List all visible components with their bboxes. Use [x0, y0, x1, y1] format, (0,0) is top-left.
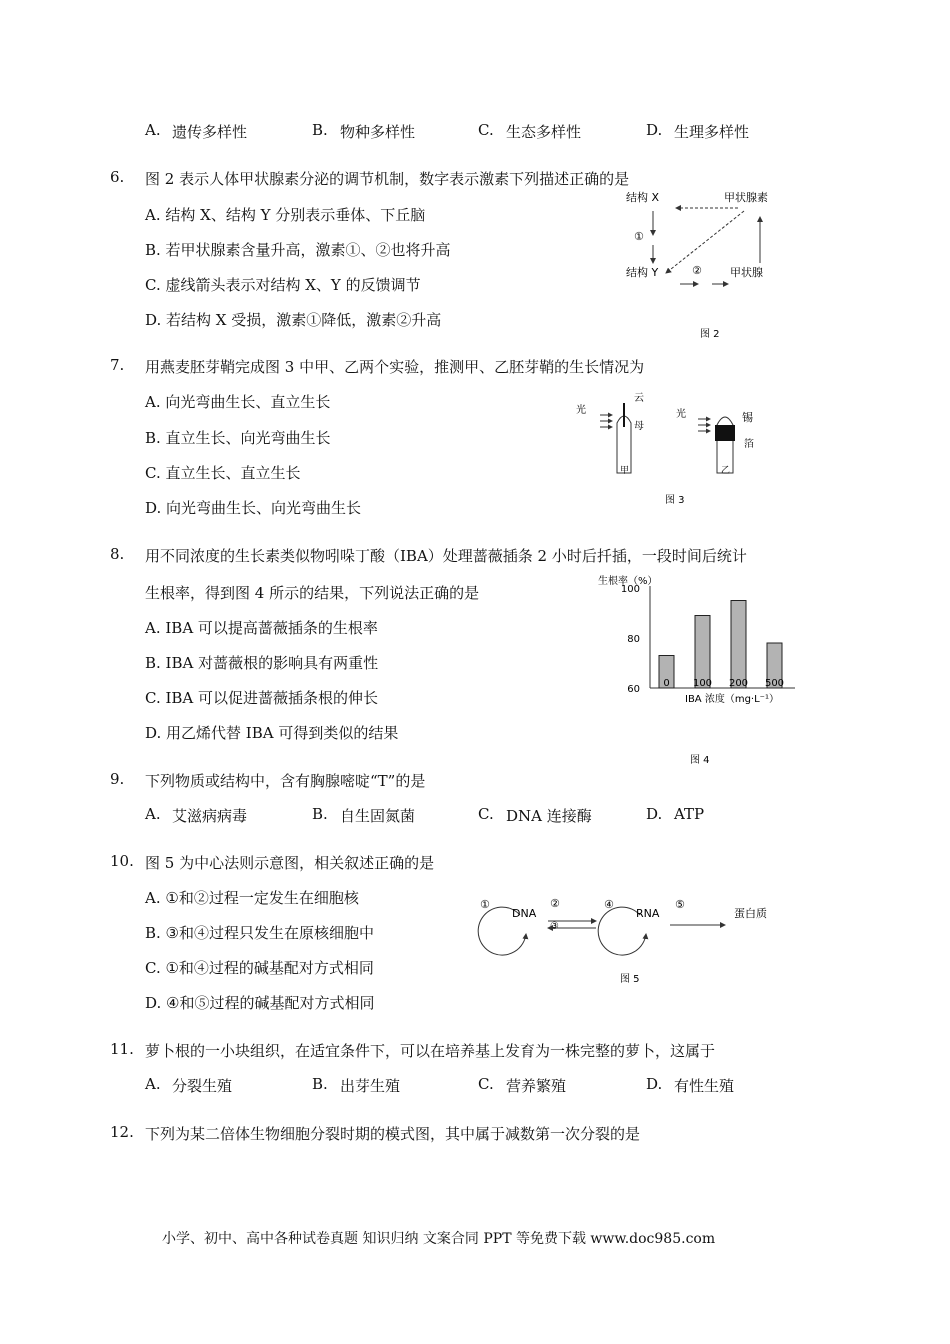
- q7-number: 7.: [110, 356, 125, 374]
- fig3-light-1: 光: [576, 405, 586, 416]
- q6-option-d: D. 若结构 X 受损，激素①降低，激素②升高: [145, 311, 442, 329]
- q9-option-b-letter: B.: [312, 805, 328, 823]
- fig3-caption: 图 3: [665, 495, 685, 506]
- fig2-structure-x: 结构 X: [626, 191, 660, 204]
- q9-option-d: ATP: [674, 805, 705, 823]
- chart-ytick-label: 80: [627, 634, 640, 645]
- fig3-tin-foil-cap: [715, 425, 735, 441]
- q6-stem: 图 2 表示人体甲状腺素分泌的调节机制，数字表示激素下列描述正确的是: [145, 170, 630, 188]
- q6-option-b: B. 若甲状腺素含量升高，激素①、②也将升高: [145, 241, 451, 259]
- q9-option-c-letter: C.: [478, 805, 494, 823]
- chart-xlabel: IBA 浓度（mg·L⁻¹）: [685, 694, 779, 705]
- q10-stem: 图 5 为中心法则示意图，相关叙述正确的是: [145, 854, 435, 872]
- q8-number: 8.: [110, 545, 125, 563]
- fig2-feedback-arrow-y: [666, 211, 744, 273]
- q10-option-a: A. ①和②过程一定发生在细胞核: [145, 889, 359, 907]
- q5-option-a: 遗传多样性: [172, 123, 248, 141]
- q11-number: 11.: [110, 1040, 134, 1058]
- q5-option-c-letter: C.: [478, 121, 494, 139]
- q8-stem-line1: 用不同浓度的生长素类似物吲哚丁酸（IBA）处理蔷薇插条 2 小时后扦插，一段时间后统计: [145, 547, 747, 565]
- q8-option-c: C. IBA 可以促进蔷薇插条根的伸长: [145, 689, 379, 707]
- q11-option-b-letter: B.: [312, 1075, 328, 1093]
- q8-stem-line2: 生根率，得到图 4 所示的结果，下列说法正确的是: [145, 584, 480, 602]
- q9-stem: 下列物质或结构中，含有胸腺嘧啶“T”的是: [145, 772, 426, 790]
- q7-stem: 用燕麦胚芽鞘完成图 3 中甲、乙两个实验，推测甲、乙胚芽鞘的生长情况为: [145, 358, 645, 376]
- q8-option-a: A. IBA 可以提高蔷薇插条的生根率: [145, 619, 378, 637]
- figure-4-iba-chart: [590, 570, 810, 770]
- fig3-mica-2: 母: [634, 421, 644, 432]
- q8-option-b: B. IBA 对蔷薇根的影响具有两重性: [145, 654, 379, 672]
- chart-xtick-label: 100: [692, 678, 713, 689]
- fig2-caption: 图 2: [700, 329, 720, 340]
- fig5-process-4: ④: [604, 898, 614, 911]
- chart-ytick-label: 100: [620, 584, 640, 595]
- q6-option-a: A. 结构 X、结构 Y 分别表示垂体、下丘脑: [145, 206, 426, 224]
- q9-option-b: 自生固氮菌: [340, 807, 416, 825]
- q10-option-c: C. ①和④过程的碱基配对方式相同: [145, 959, 374, 977]
- q7-option-a: A. 向光弯曲生长、直立生长: [145, 393, 331, 411]
- q6-number: 6.: [110, 168, 125, 186]
- fig3-tin: 锡: [742, 411, 753, 424]
- fig5-protein: 蛋白质: [734, 907, 767, 920]
- fig3-label-jia: 甲: [620, 466, 630, 476]
- fig5-process-1: ①: [480, 898, 490, 911]
- q7-option-d: D. 向光弯曲生长、向光弯曲生长: [145, 499, 362, 517]
- q12-stem: 下列为某二倍体生物细胞分裂时期的模式图，其中属于减数第一次分裂的是: [145, 1125, 641, 1143]
- figure-3-coleoptile-experiment: [570, 385, 770, 510]
- fig3-light-2: 光: [676, 409, 686, 420]
- chart-xtick-label: 500: [764, 678, 785, 689]
- q11-option-d-letter: D.: [646, 1075, 663, 1093]
- chart-ylabel: 生根率（%）: [598, 576, 658, 587]
- q9-option-d-letter: D.: [646, 805, 663, 823]
- q9-number: 9.: [110, 770, 125, 788]
- fig3-label-yi: 乙: [721, 466, 731, 476]
- q11-option-c: 营养繁殖: [506, 1077, 567, 1095]
- q11-option-a: 分裂生殖: [172, 1077, 233, 1095]
- fig3-mica-1: 云: [634, 393, 644, 404]
- q5-option-d: 生理多样性: [674, 123, 750, 141]
- figure-5-central-dogma: [470, 890, 790, 990]
- q11-stem: 萝卜根的一小块组织，在适宜条件下，可以在培养基上发育为一株完整的萝卜，这属于: [145, 1042, 716, 1060]
- fig2-structure-y: 结构 Y: [626, 266, 659, 279]
- q9-option-a: 艾滋病病毒: [172, 807, 248, 825]
- fig5-process-5: ⑤: [675, 898, 685, 911]
- fig2-hormone-2: ②: [692, 264, 702, 277]
- q9-option-a-letter: A.: [145, 805, 161, 823]
- q11-option-a-letter: A.: [145, 1075, 161, 1093]
- q10-option-d: D. ④和⑤过程的碱基配对方式相同: [145, 994, 375, 1012]
- q5-option-b-letter: B.: [312, 121, 328, 139]
- fig5-rna: RNA: [636, 907, 660, 920]
- fig5-caption: 图 5: [620, 974, 640, 985]
- fig4-caption: 图 4: [690, 755, 710, 766]
- q5-option-d-letter: D.: [646, 121, 663, 139]
- chart-xtick-label: 200: [728, 678, 749, 689]
- figure-2-thyroid-regulation: [620, 185, 790, 345]
- fig5-process-2: ②: [550, 897, 560, 910]
- q11-option-d: 有性生殖: [674, 1077, 735, 1095]
- fig2-thyroxine: 甲状腺素: [724, 191, 768, 204]
- q10-option-b: B. ③和④过程只发生在原核细胞中: [145, 924, 375, 942]
- q7-option-b: B. 直立生长、向光弯曲生长: [145, 429, 331, 447]
- q5-option-b: 物种多样性: [340, 123, 416, 141]
- fig3-foil: 箔: [744, 439, 754, 450]
- fig2-thyroid: 甲状腺: [730, 266, 763, 279]
- q12-number: 12.: [110, 1123, 134, 1141]
- q5-option-a-letter: A.: [145, 121, 161, 139]
- q5-option-c: 生态多样性: [506, 123, 582, 141]
- q6-option-c: C. 虚线箭头表示对结构 X、Y 的反馈调节: [145, 276, 421, 294]
- q9-option-c: DNA 连接酶: [506, 807, 592, 825]
- fig2-hormone-1: ①: [634, 230, 644, 243]
- fig5-process-3: ③: [550, 921, 559, 932]
- q10-number: 10.: [110, 852, 134, 870]
- chart-bar: [728, 601, 749, 689]
- chart-ytick-label: 60: [627, 684, 640, 695]
- q11-option-b: 出芽生殖: [340, 1077, 401, 1095]
- q11-option-c-letter: C.: [478, 1075, 494, 1093]
- q8-option-d: D. 用乙烯代替 IBA 可得到类似的结果: [145, 724, 399, 742]
- fig5-dna: DNA: [512, 907, 537, 920]
- q7-option-c: C. 直立生长、直立生长: [145, 464, 301, 482]
- chart-xtick-label: 0: [663, 678, 670, 689]
- page-footer: 小学、初中、高中各种试卷真题 知识归纳 文案合同 PPT 等免费下载 www.doc985.com: [162, 1231, 716, 1247]
